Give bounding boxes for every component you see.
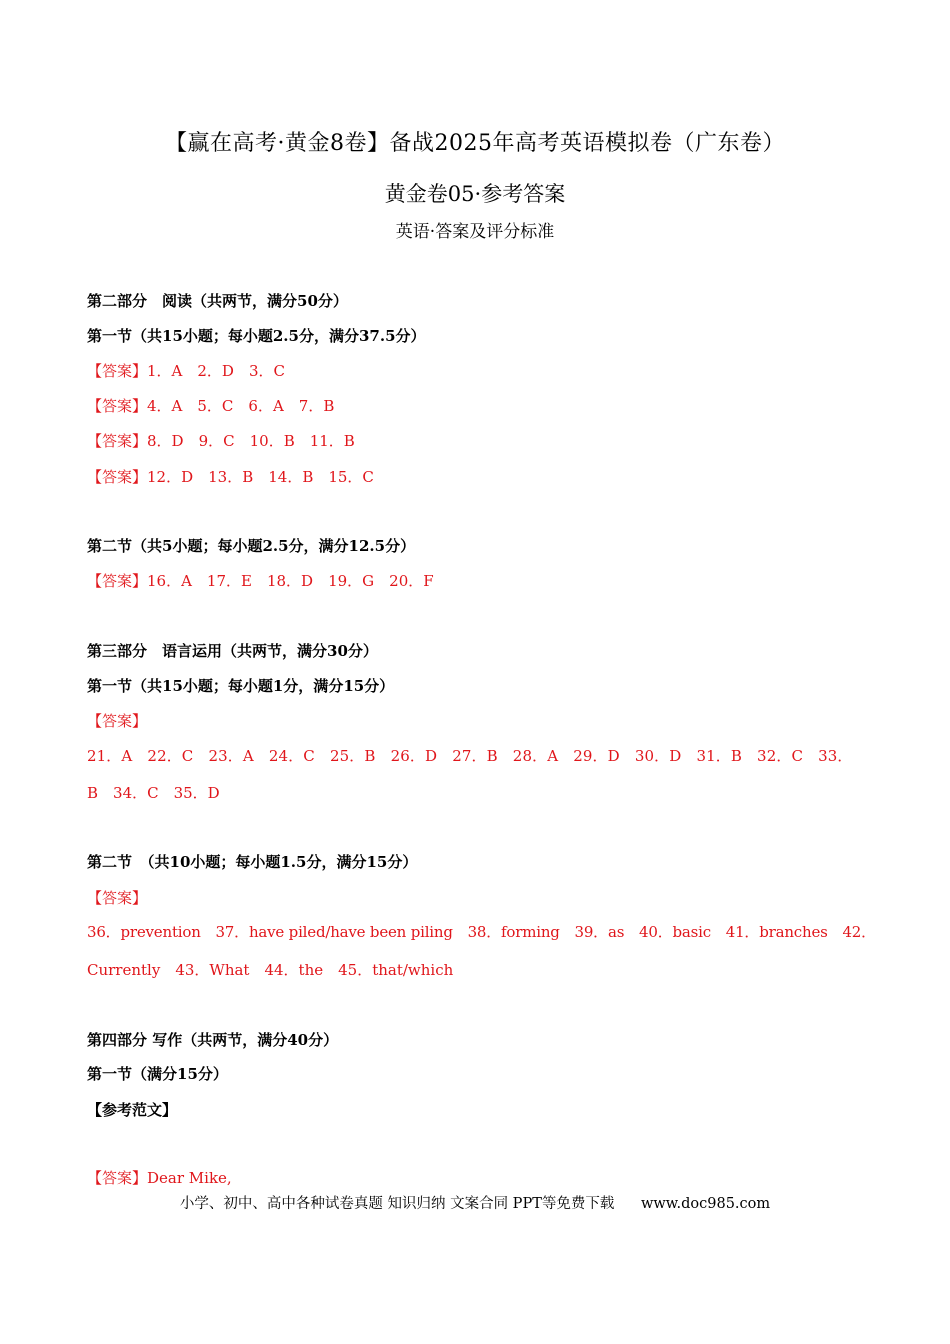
answer-line: Currently 43．What 44．the 45．that/which — [87, 961, 454, 979]
footer-url[interactable]: www.doc985.com — [640, 1196, 771, 1212]
answer-tag: 【答案】 — [87, 889, 148, 907]
answer-row-3 — [87, 430, 355, 451]
answer-line: B 34．C 35．D — [87, 784, 220, 802]
sample-essay-label: 【参考范文】 — [87, 1101, 178, 1119]
part3-heading: 第三部分 语言运用（共两节，满分30分） — [87, 642, 378, 660]
part2-section2-heading: 第二节（共5小题；每小题2.5分，满分12.5分） — [87, 537, 416, 555]
answer-tag: 【答案】 — [87, 468, 148, 486]
answer-values: 8．D 9．C 10．B 11．B — [147, 432, 355, 450]
part3-section2-heading: 第二节 （共10小题；每小题1.5分，满分15分） — [87, 853, 418, 871]
part4-heading: 第四部分 写作（共两节，满分40分） — [87, 1031, 339, 1049]
part2-section1-heading: 第一节（共15小题；每小题2.5分，满分37.5分） — [87, 327, 426, 345]
part3-section1-heading: 第一节（共15小题；每小题1分，满分15分） — [87, 677, 395, 695]
part4-section1-heading: 第一节（满分15分） — [87, 1065, 228, 1083]
answer-tag: 【答案】 — [87, 1169, 148, 1187]
answer-values: 1．A 2．D 3．C — [147, 362, 285, 380]
page-footer — [0, 1192, 950, 1213]
essay-answer-line — [87, 1167, 232, 1188]
document-title: 【赢在高考·黄金8卷】备战2025年高考英语模拟卷（广东卷） — [165, 131, 785, 156]
answer-values: 4．A 5．C 6．A 7．B — [147, 397, 335, 415]
answer-tag: 【答案】 — [87, 712, 148, 730]
answer-values: 16．A 17．E 18．D 19．G 20．F — [147, 572, 434, 590]
answer-tag: 【答案】 — [87, 432, 148, 450]
document-subtitle: 黄金卷05·参考答案 — [384, 182, 566, 206]
answer-line: 21．A 22．C 23．A 24．C 25．B 26．D 27．B 28．A 29．D 30．D 31．B 32．C 33． — [87, 747, 853, 765]
answer-row-4 — [87, 466, 374, 487]
part2-heading: 第二部分 阅读（共两节，满分50分） — [87, 292, 348, 310]
answer-row-1 — [87, 360, 285, 381]
answer-row-5 — [87, 570, 434, 591]
answer-tag: 【答案】 — [87, 572, 148, 590]
essay-greeting: Dear Mike, — [147, 1169, 232, 1187]
document-subsubtitle: 英语·答案及评分标准 — [395, 222, 555, 242]
answer-tag: 【答案】 — [87, 397, 148, 415]
answer-values: 12．D 13．B 14．B 15．C — [147, 468, 374, 486]
answer-row-2 — [87, 395, 334, 416]
answer-line: 36．prevention 37．have piled/have been piling 38．forming 39．as 40．basic 41．branches 42． — [87, 923, 876, 941]
answer-tag: 【答案】 — [87, 362, 148, 380]
footer-text: 小学、初中、高中各种试卷真题 知识归纳 文案合同 PPT等免费下载 — [179, 1196, 615, 1212]
